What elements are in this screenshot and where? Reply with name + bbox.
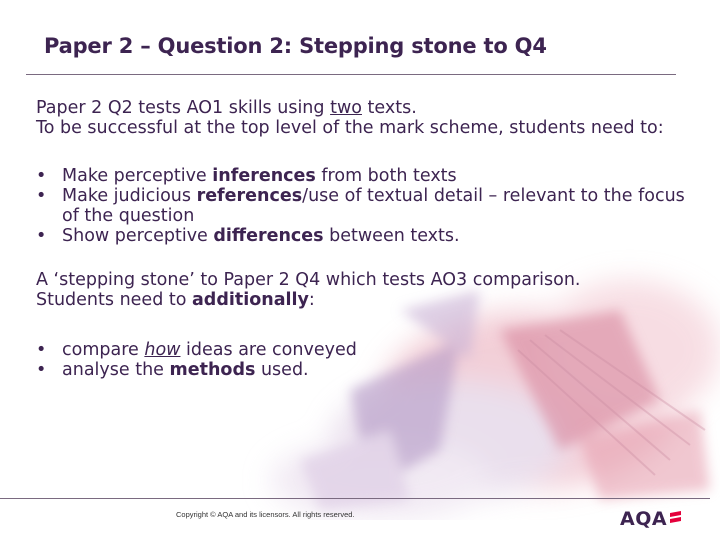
- item-keyword: methods: [169, 360, 256, 380]
- requirements-list: [36, 166, 696, 246]
- additional-list: [36, 340, 696, 380]
- item-text: Make judicious: [62, 186, 197, 206]
- intro-text-end: texts.: [361, 98, 417, 118]
- students-need-line: [36, 290, 696, 310]
- intro-line-1: [36, 98, 696, 118]
- slide-body: [36, 98, 696, 380]
- stepping-stone-line: A ‘stepping stone’ to Paper 2 Q4 which tests AO3 comparison.: [36, 270, 581, 290]
- footer-divider: [0, 498, 710, 499]
- list-item: [36, 226, 696, 246]
- item-text: ideas are conveyed: [180, 340, 357, 360]
- item-text: /use of textual detail – relevant to the focus of the question: [62, 186, 685, 226]
- logo-text: AQA: [620, 508, 668, 530]
- list-item: [36, 186, 696, 226]
- title-divider: [26, 74, 676, 75]
- item-keyword: how: [144, 340, 181, 360]
- emphasis-two: two: [330, 98, 362, 118]
- item-keyword: differences: [213, 226, 324, 246]
- students-text-end: :: [308, 290, 315, 310]
- logo-mark-icon: [669, 510, 683, 526]
- item-text: analyse the: [62, 360, 170, 380]
- item-keyword: inferences: [212, 166, 316, 186]
- slide-title: Paper 2 – Question 2: Stepping stone to Q4: [44, 34, 547, 58]
- list-item: [36, 166, 696, 186]
- intro-line-2: To be successful at the top level of the mark scheme, students need to:: [36, 118, 664, 138]
- students-text: Students need to: [36, 290, 192, 310]
- item-keyword: references: [196, 186, 303, 206]
- item-text: Show perceptive: [62, 226, 214, 246]
- item-text: compare: [62, 340, 145, 360]
- list-item: [36, 360, 696, 380]
- item-text: from both texts: [315, 166, 457, 186]
- item-text: Make perceptive: [62, 166, 213, 186]
- item-text: used.: [255, 360, 309, 380]
- intro-text: Paper 2 Q2 tests AO1 skills using: [36, 98, 331, 118]
- list-item: [36, 340, 696, 360]
- copyright-notice: Copyright © AQA and its licensors. All rights reserved.: [176, 510, 355, 519]
- emphasis-additionally: additionally: [192, 290, 309, 310]
- aqa-logo: [620, 508, 683, 530]
- item-text: between texts.: [323, 226, 460, 246]
